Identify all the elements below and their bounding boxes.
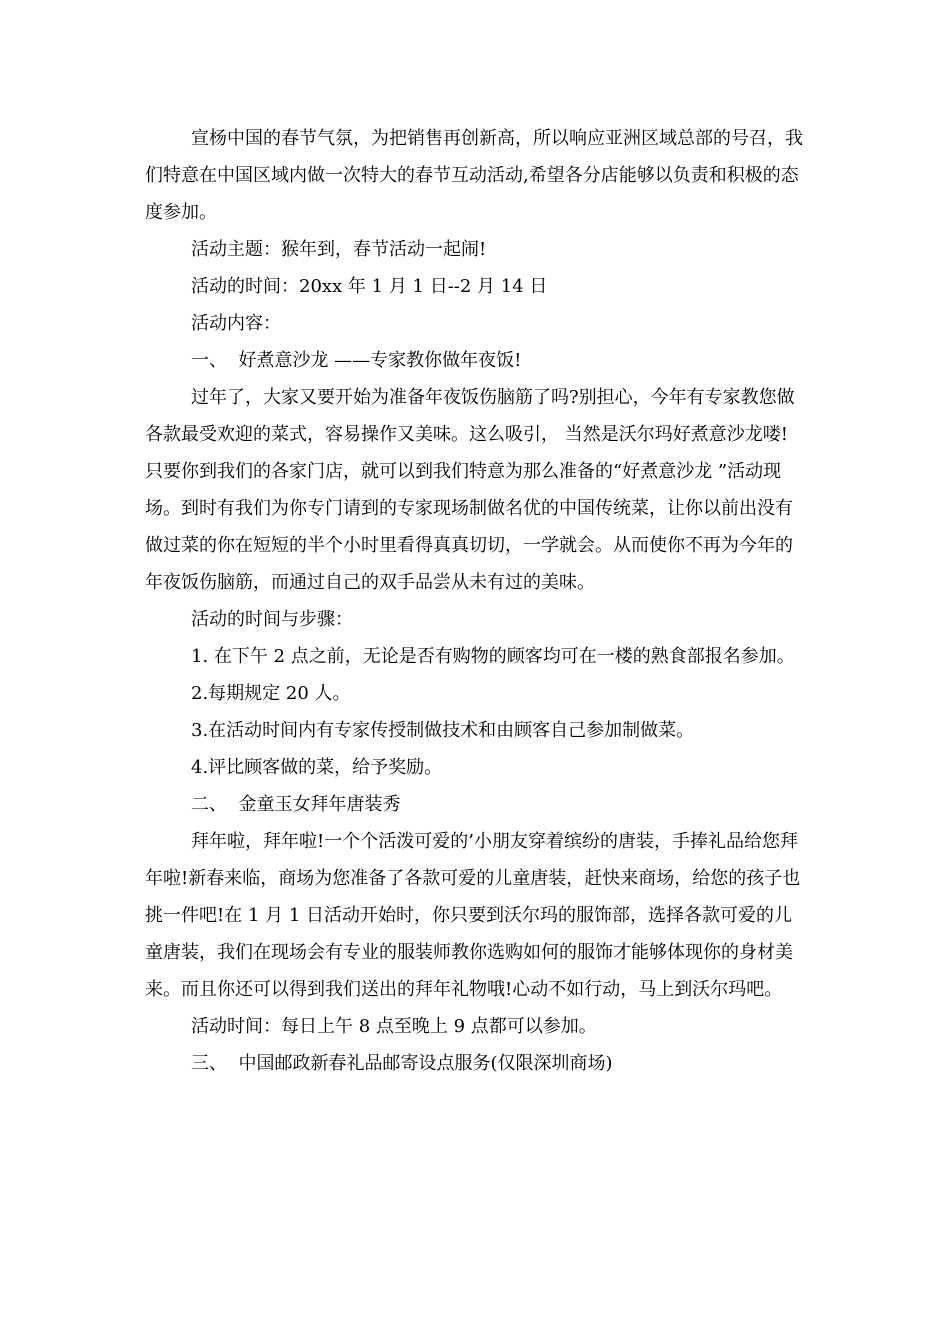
activity-content-label: 活动内容： bbox=[191, 313, 281, 334]
section-1-paragraph: 过年了，大家又要开始为准备年夜饭伤脑筋了吗?别担心，今年有专家教您做各款最受欢迎的菜式，容易操作又美味。这么吸引， 当然是沃尔玛好煮意沙龙喽!只要你到我们的各家门店，就可以到我们特意为那么准备的“好煮意沙龙 ”活动现场。到时有我们为你专门请到的专家现场制做名优的中国传统菜，让你以前出没有做过菜的你在短短的半个小时里看得真真切切，一学就会。从而使你不再为今年的年夜饭伤脑筋，而通过自己的双手品尝从未有过的美味。 bbox=[145, 387, 795, 593]
section-heading-3: 三、 中国邮政新春礼品邮寄设点服务(仅限深圳商场) bbox=[191, 1053, 613, 1074]
steps-label: 活动的时间与步骤： bbox=[191, 609, 353, 630]
step-2: 2.每期规定 20 人。 bbox=[191, 683, 351, 704]
activity-theme: 活动主题：猴年到，春节活动一起闹! bbox=[191, 239, 487, 260]
step-4: 4.评比顾客做的菜，给予奖励。 bbox=[191, 757, 443, 778]
section-heading-2: 二、 金童玉女拜年唐装秀 bbox=[191, 794, 401, 815]
step-3: 3.在活动时间内有专家传授制做技术和由顾客自己参加制做菜。 bbox=[191, 720, 695, 741]
section-heading-1: 一、 好煮意沙龙 ——专家教你做年夜饭! bbox=[191, 350, 522, 371]
document-body bbox=[145, 120, 805, 1082]
step-1: 1. 在下午 2 点之前，无论是否有购物的顾客均可在一楼的熟食部报名参加。 bbox=[191, 646, 795, 667]
intro-paragraph: 宣杨中国的春节气氛，为把销售再创新高，所以响应亚洲区域总部的号召，我们特意在中国区域内做一次特大的春节互动活动,希望各分店能够以负责和积极的态度参加。 bbox=[145, 128, 803, 223]
section-2-paragraph: 拜年啦，拜年啦!一个个活泼可爱的’小朋友穿着缤纷的唐装，手捧礼品给您拜年啦!新春来临，商场为您准备了各款可爱的儿童唐装，赶快来商场，给您的孩子也挑一件吧!在 1 月 1 日活动开始时，你只要到沃尔玛的服饰部，选择各款可爱的儿童唐装，我们在现场会有专业的服装师教你选购如何的服饰才能够体现你的身材美来。而且你还可以得到我们送出的拜年礼物哦!心动不如行动，马上到沃尔玛吧。 bbox=[145, 831, 801, 1000]
section-2-time: 活动时间：每日上午 8 点至晚上 9 点都可以参加。 bbox=[191, 1016, 597, 1037]
activity-time: 活动的时间：20xx 年 1 月 1 日--2 月 14 日 bbox=[191, 276, 548, 297]
